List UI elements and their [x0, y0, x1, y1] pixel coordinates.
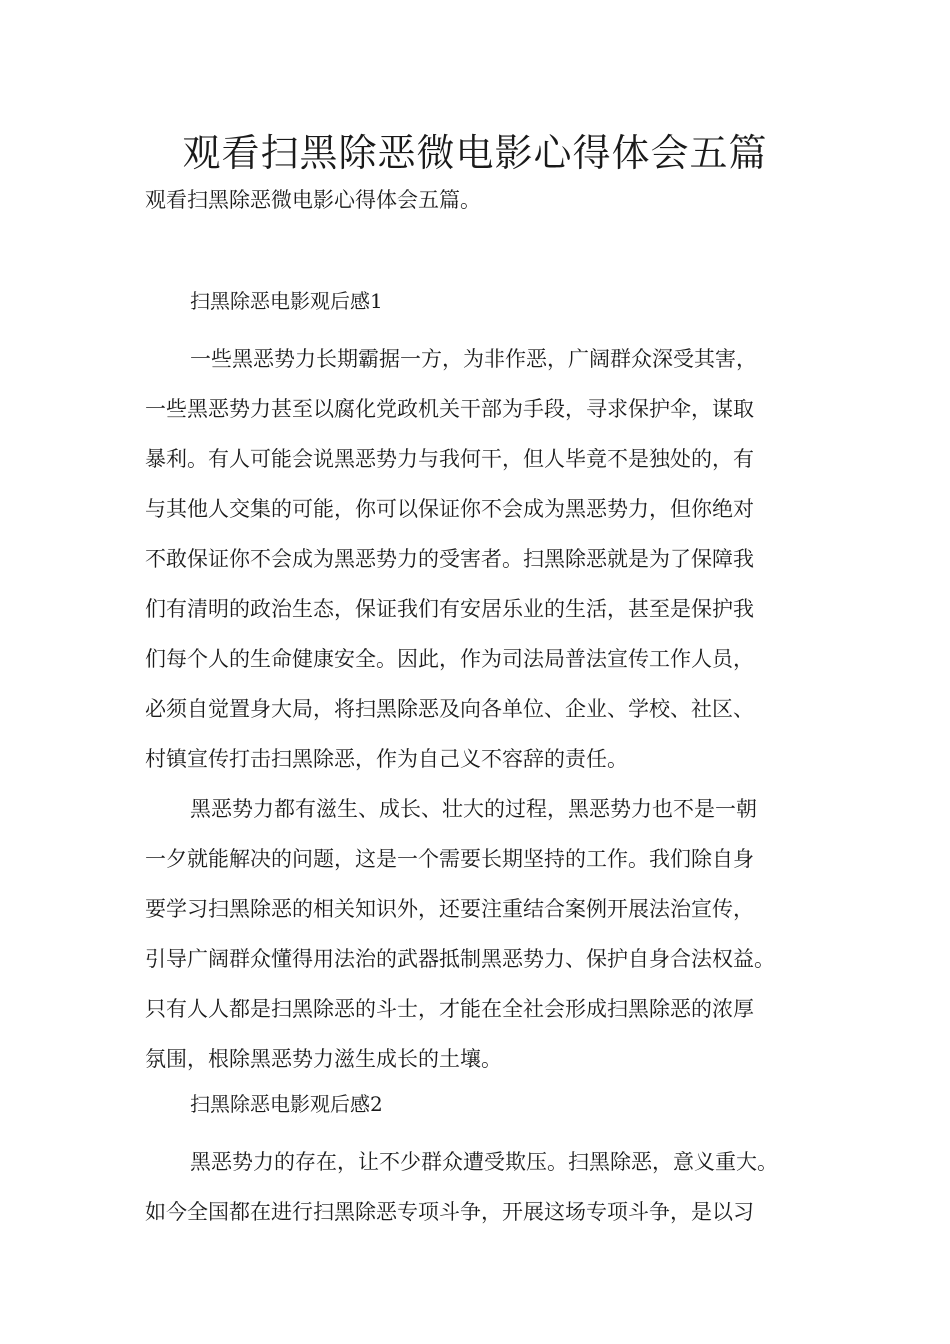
document-subtitle: 观看扫黑除恶微电影心得体会五篇。	[145, 188, 481, 212]
paragraph-1	[145, 334, 825, 784]
paragraph-line: 暴利。有人可能会说黑恶势力与我何干，但人毕竟不是独处的，有	[145, 447, 754, 471]
paragraph-line: 黑恶势力的存在，让不少群众遭受欺压。扫黑除恶，意义重大。	[190, 1150, 778, 1174]
paragraph-line: 村镇宣传打击扫黑除恶，作为自己义不容辞的责任。	[145, 747, 628, 771]
paragraph-line: 一些黑恶势力长期霸据一方，为非作恶，广阔群众深受其害，	[190, 347, 757, 371]
paragraph-line: 一夕就能解决的问题，这是一个需要长期坚持的工作。我们除自身	[145, 847, 754, 871]
paragraph-line: 黑恶势力都有滋生、成长、壮大的过程，黑恶势力也不是一朝	[190, 797, 757, 821]
paragraph-line: 们每个人的生命健康安全。因此，作为司法局普法宣传工作人员，	[145, 647, 754, 671]
paragraph-line: 如今全国都在进行扫黑除恶专项斗争，开展这场专项斗争，是以习	[145, 1200, 754, 1224]
paragraph-line: 要学习扫黑除恶的相关知识外，还要注重结合案例开展法治宣传，	[145, 897, 754, 921]
section-heading-1: 扫黑除恶电影观后感1	[190, 289, 383, 313]
paragraph-line: 必须自觉置身大局，将扫黑除恶及向各单位、企业、学校、社区、	[145, 697, 754, 721]
paragraph-line: 们有清明的政治生态，保证我们有安居乐业的生活，甚至是保护我	[145, 597, 754, 621]
paragraph-line: 一些黑恶势力甚至以腐化党政机关干部为手段，寻求保护伞，谋取	[145, 397, 754, 421]
paragraph-3	[145, 1137, 825, 1237]
paragraph-line: 引导广阔群众懂得用法治的武器抵制黑恶势力、保护自身合法权益。	[145, 947, 775, 971]
paragraph-line: 与其他人交集的可能，你可以保证你不会成为黑恶势力，但你绝对	[145, 497, 754, 521]
paragraph-line: 只有人人都是扫黑除恶的斗士，才能在全社会形成扫黑除恶的浓厚	[145, 997, 754, 1021]
section-heading-2: 扫黑除恶电影观后感2	[190, 1092, 383, 1116]
paragraph-2	[145, 784, 825, 1084]
document-title: 观看扫黑除恶微电影心得体会五篇	[182, 131, 768, 175]
document-body	[145, 285, 825, 1237]
paragraph-line: 氛围，根除黑恶势力滋生成长的土壤。	[145, 1047, 502, 1071]
paragraph-line: 不敢保证你不会成为黑恶势力的受害者。扫黑除恶就是为了保障我	[145, 547, 754, 571]
